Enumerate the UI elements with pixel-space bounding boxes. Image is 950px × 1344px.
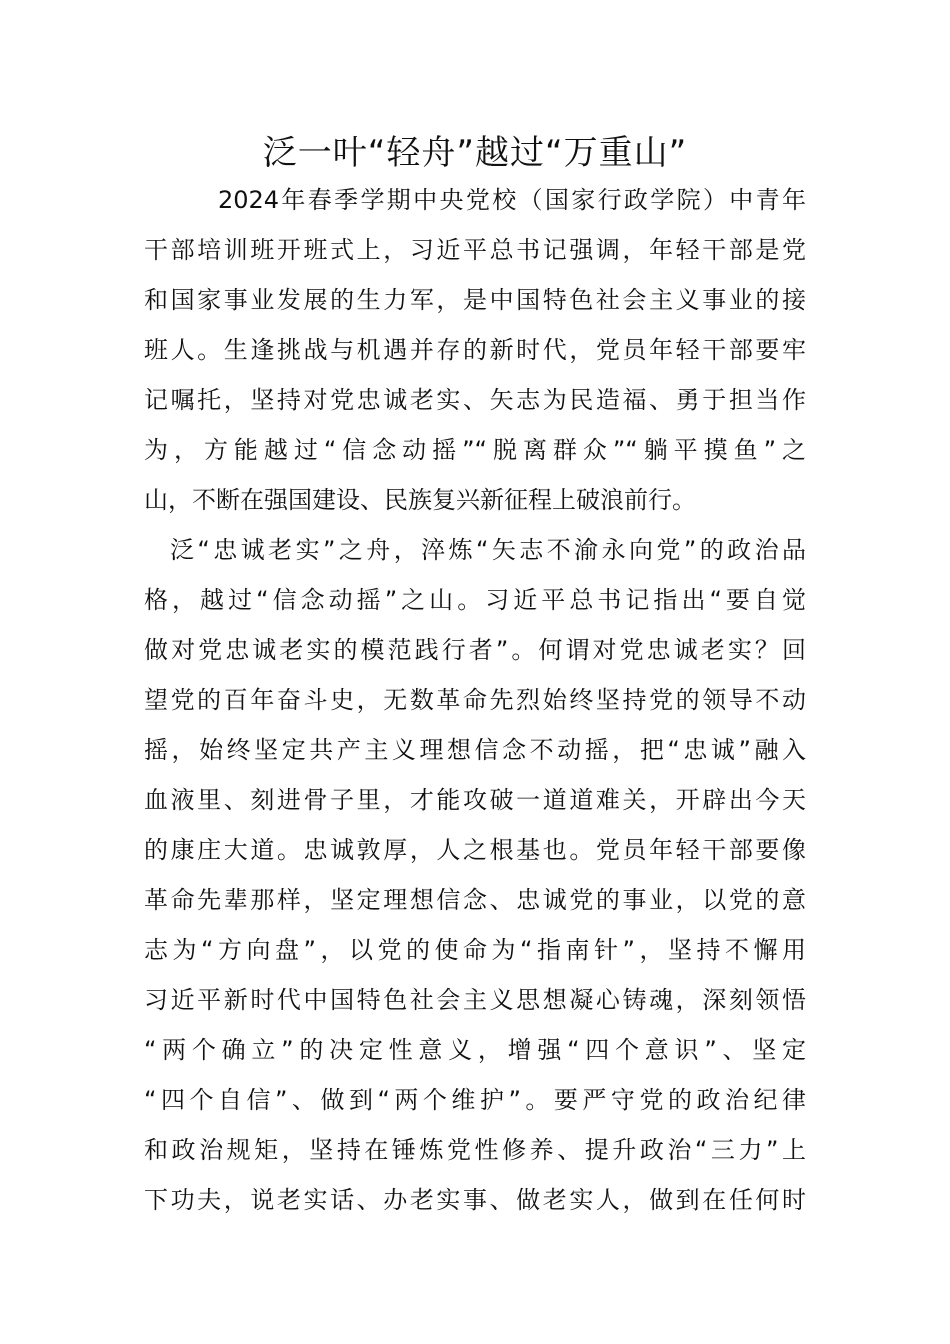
paragraph-line: “两个确立”的决定性意义，增强“四个意识”、坚定 (144, 1036, 806, 1064)
paragraph-line: 血液里、刻进骨子里，才能攻破一道道难关，开辟出今天 (144, 786, 806, 814)
paragraph-line: 革命先辈那样，坚定理想信念、忠诚党的事业，以党的意 (144, 886, 806, 914)
paragraph-line: 格，越过“信念动摇”之山。习近平总书记指出“要自觉 (144, 586, 806, 614)
paragraph-line: 山，不断在强国建设、民族复兴新征程上破浪前行。 (144, 486, 696, 514)
paragraph-line: 志为“方向盘”，以党的使命为“指南针”，坚持不懈用 (144, 936, 806, 964)
paragraph-line: 摇，始终坚定共产主义理想信念不动摇，把“忠诚”融入 (144, 736, 806, 764)
paragraph-line: 记嘱托，坚持对党忠诚老实、矢志为民造福、勇于担当作 (144, 386, 806, 414)
paragraph-line: 习近平新时代中国特色社会主义思想凝心铸魂，深刻领悟 (144, 986, 806, 1014)
article-title: 泛一叶“轻舟”越过“万重山” (262, 133, 688, 173)
paragraph-line: 2024年春季学期中央党校（国家行政学院）中青年 (218, 186, 806, 214)
paragraph-line: 为，方能越过“信念动摇”“脱离群众”“躺平摸鱼”之 (144, 436, 806, 464)
paragraph-line: 泛“忠诚老实”之舟，淬炼“矢志不渝永向党”的政治品 (170, 536, 806, 564)
paragraph-line: 做对党忠诚老实的模范践行者”。何谓对党忠诚老实？回 (144, 636, 806, 664)
paragraph-line: 班人。生逢挑战与机遇并存的新时代，党员年轻干部要牢 (144, 336, 806, 364)
paragraph-line: “四个自信”、做到“两个维护”。要严守党的政治纪律 (144, 1086, 806, 1114)
paragraph-line: 干部培训班开班式上，习近平总书记强调，年轻干部是党 (144, 236, 806, 264)
paragraph-line: 的康庄大道。忠诚敦厚，人之根基也。党员年轻干部要像 (144, 836, 806, 864)
paragraph-line: 望党的百年奋斗史，无数革命先烈始终坚持党的领导不动 (144, 686, 806, 714)
paragraph-line: 和国家事业发展的生力军，是中国特色社会主义事业的接 (144, 286, 806, 314)
paragraph-line: 和政治规矩，坚持在锤炼党性修养、提升政治“三力”上 (144, 1136, 806, 1164)
paragraph-line: 下功夫，说老实话、办老实事、做老实人，做到在任何时 (144, 1186, 806, 1214)
